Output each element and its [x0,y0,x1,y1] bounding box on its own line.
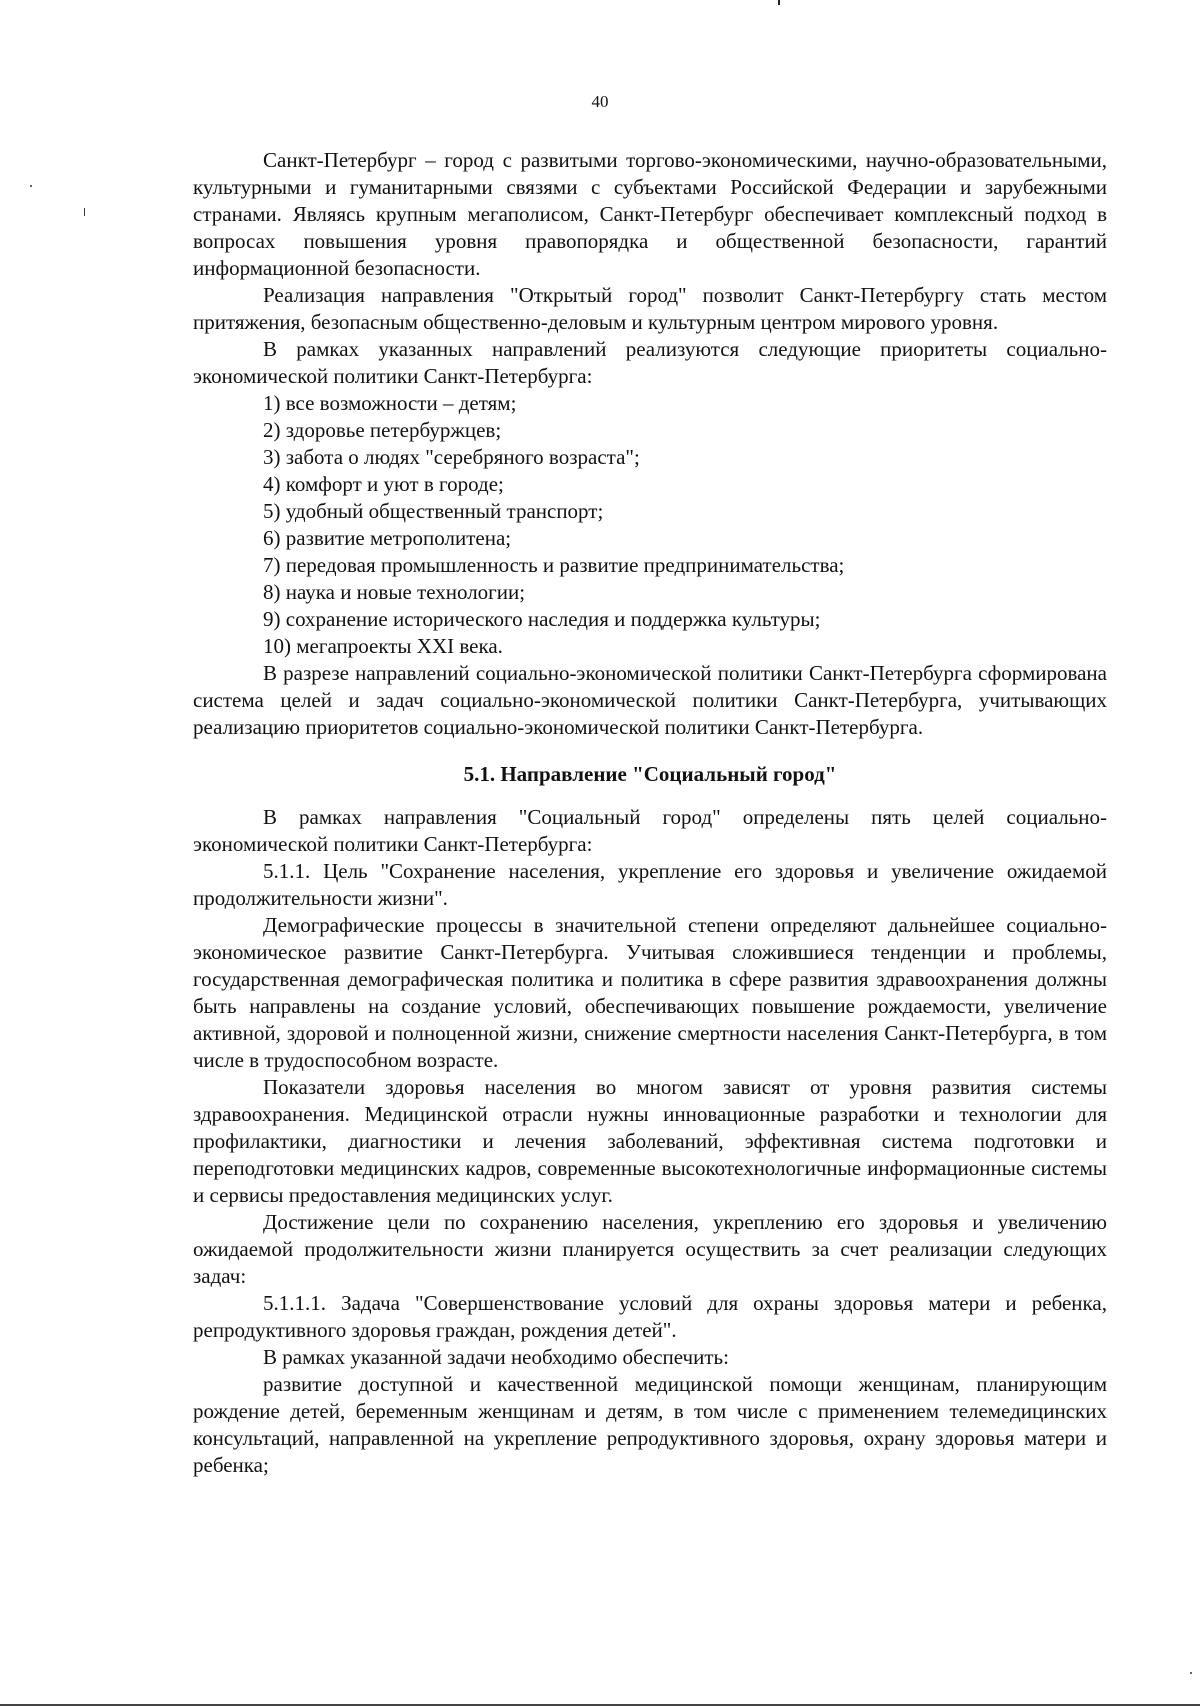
paragraph: развитие доступной и качественной медицинской помощи женщинам, планирующим рождение детей, беременным женщинам и детям, в том числе с применением телемедицинских консультаций, направленной на укрепление репродуктивного здоровья, охрану здоровья матери и ребенка; [193,1372,1107,1477]
list-item: 4) комфорт и уют в городе; [263,472,504,496]
paragraph: 5.1.1. Цель "Сохранение населения, укрепление его здоровья и увеличение ожидаемой продолжительности жизни". [193,859,1107,910]
paragraph: В рамках направления "Социальный город" определены пять целей социально-экономической политики Санкт-Петербурга: [193,805,1107,856]
list-item: 7) передовая промышленность и развитие предпринимательства; [263,553,845,577]
paragraph: Показатели здоровья населения во многом зависят от уровня развития системы здравоохранения. Медицинской отрасли нужны инновационные разработки и технологии для профилактики, диагностики и лечения заболеваний, эффективная система подготовки и переподготовки медицинских кадров, современные высокотехнологичные информационные системы и сервисы предоставления медицинских услуг. [193,1075,1107,1207]
priorities-list [193,390,1107,660]
paragraph: В рамках указанной задачи необходимо обеспечить: [263,1345,729,1369]
paragraph: 5.1.1.1. Задача "Совершенствование условий для охраны здоровья матери и ребенка, репродуктивного здоровья граждан, рождения детей". [193,1291,1107,1342]
list-item: 6) развитие метрополитена; [263,526,512,550]
paragraph: Санкт-Петербург – город с развитыми торгово-экономическими, научно-образовательными, культурными и гуманитарными связями с субъектами Российской Федерации и зарубежными странами. Являясь крупным мегаполисом, Санкт-Петербург обеспечивает комплексный подход в вопросах повышения уровня правопорядка и общественной безопасности, гарантий информационной безопасности. [193,148,1107,280]
page-number: 40 [591,92,609,111]
list-item: 3) забота о людях "серебряного возраста"; [263,445,640,469]
list-item: 9) сохранение исторического наследия и поддержка культуры; [263,607,821,631]
paragraph: В разрезе направлений социально-экономической политики Санкт-Петербурга сформирована система целей и задач социально-экономической политики Санкт-Петербурга, учитывающих реализацию приоритетов социально-экономической политики Санкт-Петербурга. [193,661,1107,739]
paragraph: Достижение цели по сохранению населения, укреплению его здоровья и увеличению ожидаемой продолжительности жизни планируется осуществить за счет реализации следующих задач: [193,1210,1107,1288]
scan-edge-mark [778,0,780,5]
paragraph: Реализация направления "Открытый город" позволит Санкт-Петербургу стать местом притяжения, безопасным общественно-деловым и культурным центром мирового уровня. [193,283,1107,334]
paragraph: В рамках указанных направлений реализуются следующие приоритеты социально-экономической политики Санкт-Петербурга: [193,337,1107,388]
scan-speck [30,185,32,187]
paragraph: Демографические процессы в значительной степени определяют дальнейшее социально-экономическое развитие Санкт-Петербурга. Учитывая сложившиеся тенденции и проблемы, государственная демографическая политика и политика в сфере развития здравоохранения должны быть направлены на создание условий, обеспечивающих повышение рождаемости, увеличение активной, здоровой и полноценной жизни, снижение смертности населения Санкт-Петербурга, в том числе в трудоспособном возрасте. [193,913,1107,1072]
list-item: 1) все возможности – детям; [263,391,517,415]
list-item: 2) здоровье петербуржцев; [263,418,502,442]
scan-speck [84,208,85,216]
list-item: 8) наука и новые технологии; [263,580,526,604]
list-item: 5) удобный общественный транспорт; [263,499,604,523]
list-item: 10) мегапроекты XXI века. [263,634,503,658]
scan-speck [1190,1672,1192,1674]
document-body [193,147,1107,1479]
section-heading: 5.1. Направление "Социальный город" [463,762,837,786]
